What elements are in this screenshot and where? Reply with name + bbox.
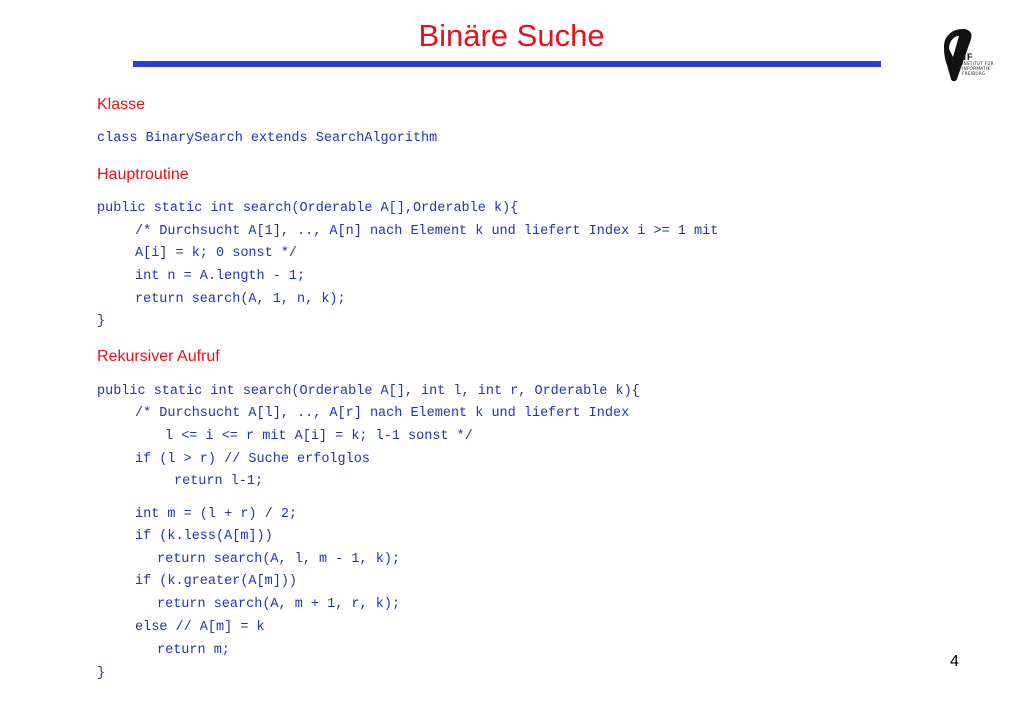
code-line: if (k.less(A[m])) bbox=[135, 529, 273, 544]
logo-line-3: FREIBURG bbox=[962, 72, 986, 77]
code-line: /* Durchsucht A[1], .., A[n] nach Element k und liefert Index i >= 1 mit bbox=[135, 224, 719, 239]
title-divider bbox=[133, 61, 881, 67]
code-line: if (k.greater(A[m])) bbox=[135, 574, 298, 589]
code-line: l <= i <= r mit A[i] = k; l-1 sonst */ bbox=[165, 429, 473, 444]
code-line: A[i] = k; 0 sonst */ bbox=[135, 246, 298, 261]
slide-title: Binäre Suche bbox=[418, 18, 605, 53]
code-line: return search(A, 1, n, k); bbox=[135, 292, 346, 307]
code-line: int n = A.length - 1; bbox=[135, 269, 306, 284]
code-line: else // A[m] = k bbox=[135, 620, 265, 635]
code-line: public static int search(Orderable A[], int l, int r, Orderable k){ bbox=[97, 384, 640, 399]
code-line: public static int search(Orderable A[],Orderable k){ bbox=[97, 201, 519, 216]
logo-line-1: INSTITUT FÜR bbox=[962, 62, 994, 67]
page-number: 4 bbox=[950, 653, 959, 670]
logo-line-2: INFORMATIK bbox=[962, 67, 991, 72]
code-line: return search(A, l, m - 1, k); bbox=[157, 552, 401, 567]
code-line: return l-1; bbox=[174, 474, 264, 489]
code-line: } bbox=[97, 314, 106, 329]
code-line: } bbox=[97, 666, 106, 681]
logo-abbreviation: IIF bbox=[960, 52, 974, 62]
code-line: /* Durchsucht A[l], .., A[r] nach Element k und liefert Index bbox=[135, 406, 630, 421]
code-line: if (l > r) // Suche erfolglos bbox=[135, 452, 370, 467]
code-line: return search(A, m + 1, r, k); bbox=[157, 597, 401, 612]
logo-caption bbox=[962, 62, 994, 77]
code-line: int m = (l + r) / 2; bbox=[135, 507, 298, 522]
heading-hauptroutine: Hauptroutine bbox=[97, 166, 189, 183]
heading-rekursiver-aufruf: Rekursiver Aufruf bbox=[97, 348, 220, 365]
code-line: return m; bbox=[157, 643, 230, 658]
code-line: class BinarySearch extends SearchAlgorithm bbox=[97, 131, 438, 146]
heading-klasse: Klasse bbox=[97, 96, 146, 113]
